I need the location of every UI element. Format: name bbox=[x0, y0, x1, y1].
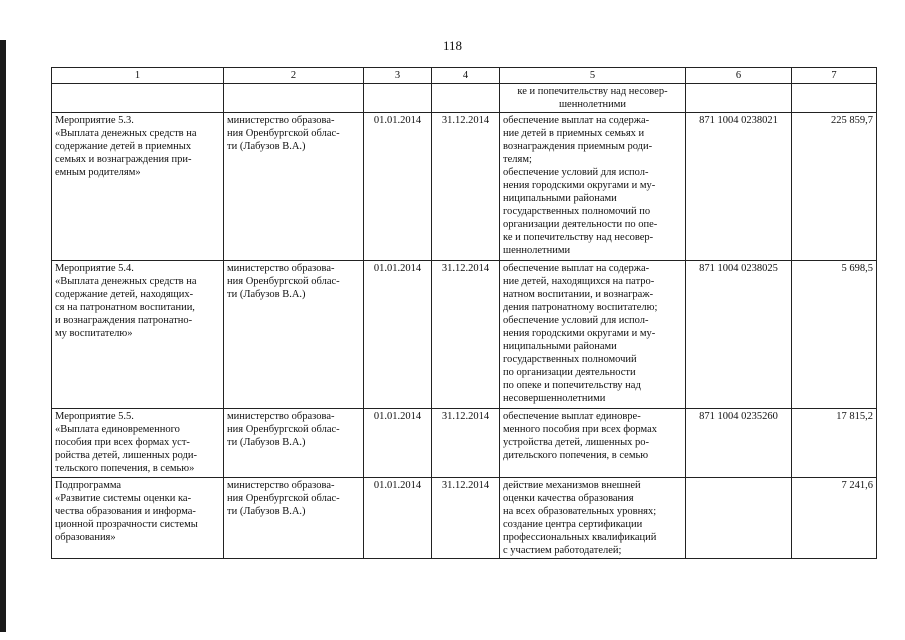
budget-code: 871 1004 0235260 bbox=[686, 409, 792, 478]
expected-result: действие механизмов внешней оценки качества образования на всех образовательных уровнях; создание центра сертификации профессиональных квалификаций с участием работодателей; bbox=[500, 478, 686, 559]
amount bbox=[792, 84, 877, 113]
amount: 17 815,2 bbox=[792, 409, 877, 478]
measure-name bbox=[52, 84, 224, 113]
amount: 225 859,7 bbox=[792, 113, 877, 261]
measure-name: Мероприятие 5.4. «Выплата денежных средств на содержание детей, находящих- ся на патронатном воспитании, и вознаграждения патронатно- му воспитателю» bbox=[52, 261, 224, 409]
column-number: 6 bbox=[686, 68, 792, 84]
end-date: 31.12.2014 bbox=[432, 113, 500, 261]
start-date bbox=[364, 84, 432, 113]
start-date: 01.01.2014 bbox=[364, 113, 432, 261]
executor bbox=[224, 84, 364, 113]
budget-code bbox=[686, 84, 792, 113]
page-number: 118 bbox=[442, 38, 463, 53]
executor: министерство образова- ния Оренбургской облас- ти (Лабузов В.А.) bbox=[224, 261, 364, 409]
column-number: 2 bbox=[224, 68, 364, 84]
table-row bbox=[52, 113, 877, 261]
table-row bbox=[52, 409, 877, 478]
end-date: 31.12.2014 bbox=[432, 478, 500, 559]
expected-result: обеспечение выплат на содержа- ние детей в приемных семьях и вознаграждения приемным роди- телям; обеспечение условий для испол- нения городскими округами и му- ниципальными районами государственных полномочий по организации деятельности по опе- ке и попечительству над несовер- шеннолетними bbox=[500, 113, 686, 261]
measure-name: Мероприятие 5.5. «Выплата единовременного пособия при всех формах уст- ройства детей, лишенных роди- тельского попечения, в семью» bbox=[52, 409, 224, 478]
budget-code: 871 1004 0238021 bbox=[686, 113, 792, 261]
executor: министерство образова- ния Оренбургской облас- ти (Лабузов В.А.) bbox=[224, 409, 364, 478]
budget-code: 871 1004 0238025 bbox=[686, 261, 792, 409]
end-date: 31.12.2014 bbox=[432, 261, 500, 409]
table-row bbox=[52, 84, 877, 113]
column-number: 1 bbox=[52, 68, 224, 84]
end-date: 31.12.2014 bbox=[432, 409, 500, 478]
column-number: 3 bbox=[364, 68, 432, 84]
measure-name: Подпрограмма «Развитие системы оценки ка- чества образования и информа- ционной прозрачности системы образования» bbox=[52, 478, 224, 559]
column-number: 4 bbox=[432, 68, 500, 84]
column-number: 7 bbox=[792, 68, 877, 84]
end-date bbox=[432, 84, 500, 113]
table-row bbox=[52, 478, 877, 559]
start-date: 01.01.2014 bbox=[364, 478, 432, 559]
amount: 5 698,5 bbox=[792, 261, 877, 409]
expected-result: ке и попечительству над несовер- шеннолетними bbox=[500, 84, 686, 113]
table-row bbox=[52, 261, 877, 409]
measure-name: Мероприятие 5.3. «Выплата денежных средств на содержание детей в приемных семьях и вознаграждения при- емным родителям» bbox=[52, 113, 224, 261]
start-date: 01.01.2014 bbox=[364, 261, 432, 409]
expected-result: обеспечение выплат единовре- менного пособия при всех формах устройства детей, лишенных ро- дительского попечения, в семью bbox=[500, 409, 686, 478]
column-number-row bbox=[52, 68, 877, 84]
expected-result: обеспечение выплат на содержа- ние детей, находящихся на патро- натном воспитании, и вознаграж- дения патронатному воспитателю; обеспечение условий для испол- нения городскими округами и му- ниципальными районами государственных полномочий по организации деятельности по опеке и попечительству над несовершеннолетними bbox=[500, 261, 686, 409]
program-table bbox=[51, 67, 877, 559]
executor: министерство образова- ния Оренбургской облас- ти (Лабузов В.А.) bbox=[224, 113, 364, 261]
amount: 7 241,6 bbox=[792, 478, 877, 559]
executor: министерство образова- ния Оренбургской облас- ти (Лабузов В.А.) bbox=[224, 478, 364, 559]
column-number: 5 bbox=[500, 68, 686, 84]
scan-edge bbox=[0, 40, 6, 632]
start-date: 01.01.2014 bbox=[364, 409, 432, 478]
budget-code bbox=[686, 478, 792, 559]
